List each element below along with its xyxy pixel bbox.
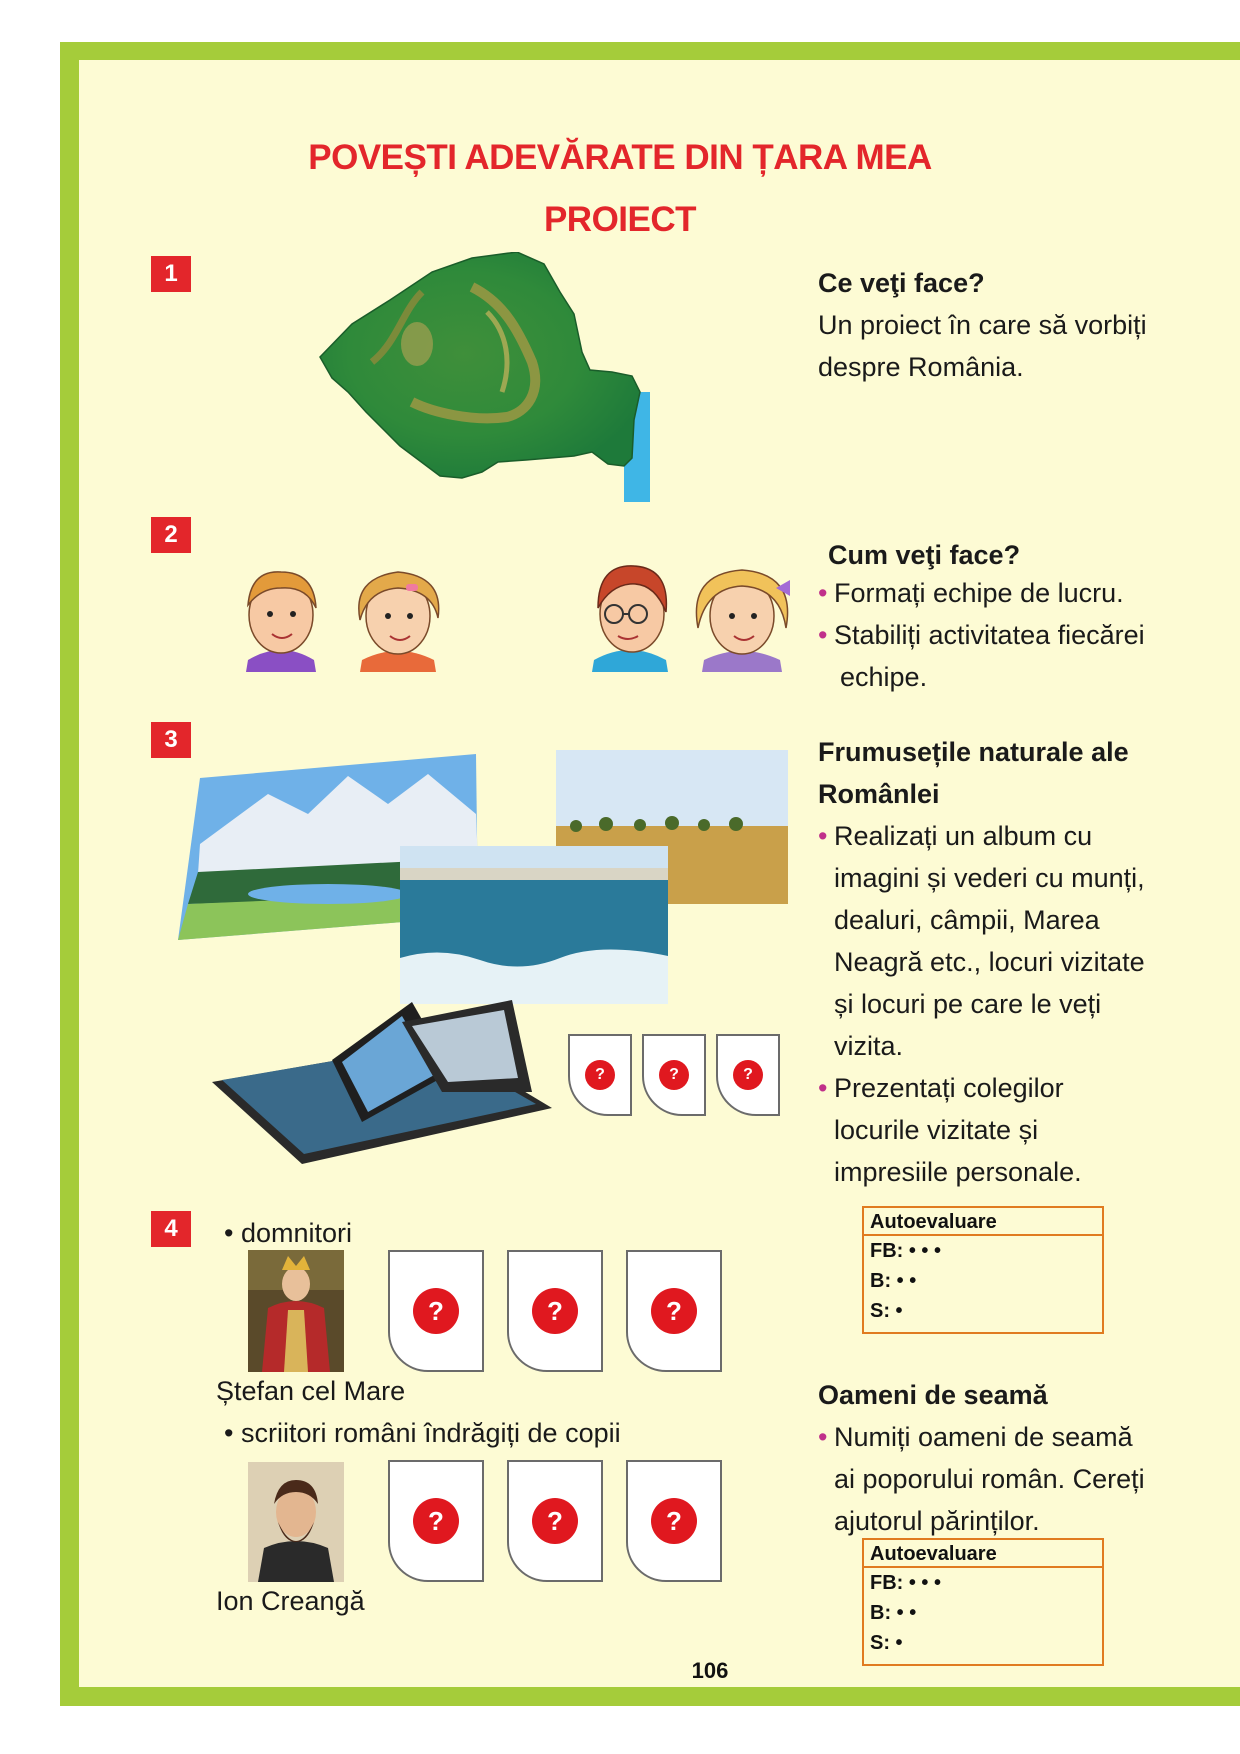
bullet-continuation: Neagră etc., locuri vizitate <box>834 947 1145 977</box>
section-3-text <box>818 731 1178 1193</box>
section-1-text <box>818 262 1178 388</box>
question-mark-icon: ? <box>532 1288 578 1334</box>
bullet-continuation: ajutorul părinților. <box>834 1506 1040 1536</box>
list-label-writers: • scriitori români îndrăgiți de copii <box>224 1418 621 1448</box>
section-1-line: despre România. <box>818 352 1024 382</box>
romania-relief-map-icon <box>312 252 672 508</box>
placeholder-card <box>388 1460 484 1582</box>
black-sea-photo <box>400 846 668 1004</box>
bullet-item: • Prezentați colegilor <box>818 1067 1178 1109</box>
bullet-continuation: dealuri, câmpii, Marea <box>834 905 1100 935</box>
autoevaluare-box <box>862 1206 1104 1334</box>
ion-creanga-portrait <box>248 1462 344 1582</box>
question-mark-icon: ? <box>733 1060 763 1090</box>
child-boy-face-icon <box>236 560 326 672</box>
placeholder-card <box>626 1250 722 1372</box>
section-4-text <box>818 1374 1178 1542</box>
question-mark-icon: ? <box>651 1288 697 1334</box>
question-mark-icon: ? <box>651 1498 697 1544</box>
placeholder-card <box>507 1460 603 1582</box>
caption-stefan-cel-mare: Ștefan cel Mare <box>216 1376 406 1406</box>
section-2-text <box>828 534 1168 576</box>
question-mark-icon: ? <box>413 1288 459 1334</box>
section-2-bullets <box>818 572 1178 698</box>
question-mark-icon: ? <box>413 1498 459 1544</box>
page-number: 106 <box>691 1658 729 1683</box>
child-boy-glasses-face-icon <box>584 556 676 672</box>
section-number-1: 1 <box>151 256 191 292</box>
bullet-item: • Stabiliți activitatea fiecărei <box>818 614 1178 656</box>
child-girl-face-icon <box>346 560 450 672</box>
section-1-heading: Ce veţi face? <box>818 268 985 298</box>
section-3-heading: Românlei <box>818 779 940 809</box>
question-mark-icon: ? <box>585 1060 615 1090</box>
section-4-heading: Oameni de seamă <box>818 1380 1048 1410</box>
autoevaluare-row: S: • <box>870 1632 903 1654</box>
bullet-continuation: ai poporului român. Cereți <box>834 1464 1145 1494</box>
section-1-line: Un proiect în care să vorbiți <box>818 310 1147 340</box>
page-subtitle: PROIECT <box>543 200 697 239</box>
bullet-item: • Realizați un album cu <box>818 815 1178 857</box>
bullet-item: • Numiți oameni de seamă <box>818 1416 1178 1458</box>
placeholder-card <box>388 1250 484 1372</box>
list-label-rulers: • domnitori <box>224 1218 352 1248</box>
bullet-continuation: imagini și vederi cu munți, <box>834 863 1145 893</box>
bullet-continuation: și locuri pe care le veți <box>834 989 1102 1019</box>
stefan-cel-mare-portrait <box>248 1250 344 1372</box>
section-number-3: 3 <box>151 722 191 758</box>
bullet-continuation: impresiile personale. <box>834 1157 1082 1187</box>
caption-ion-creanga: Ion Creangă <box>216 1586 365 1616</box>
autoevaluare-row: FB: • • • <box>870 1240 941 1262</box>
autoevaluare-title: Autoevaluare <box>864 1540 1102 1568</box>
photo-album-icon <box>212 982 552 1164</box>
bullet-continuation: vizita. <box>834 1031 904 1061</box>
child-girl-bow-face-icon <box>686 558 798 672</box>
placeholder-card <box>507 1250 603 1372</box>
autoevaluare-row: B: • • <box>870 1270 917 1292</box>
autoevaluare-title: Autoevaluare <box>864 1208 1102 1236</box>
autoevaluare-box <box>862 1538 1104 1666</box>
section-2-heading: Cum veţi face? <box>828 540 1021 570</box>
section-number-4: 4 <box>151 1211 191 1247</box>
question-mark-icon: ? <box>659 1060 689 1090</box>
bullet-continuation: echipe. <box>840 662 928 692</box>
bullet-item: • Formați echipe de lucru. <box>818 572 1178 614</box>
autoevaluare-row: S: • <box>870 1300 903 1322</box>
placeholder-card <box>626 1460 722 1582</box>
autoevaluare-row: FB: • • • <box>870 1572 941 1594</box>
section-number-2: 2 <box>151 517 191 553</box>
bullet-continuation: locurile vizitate și <box>834 1115 1039 1145</box>
page-title: POVEȘTI ADEVĂRATE DIN ȚARA MEA <box>308 138 932 177</box>
question-mark-icon: ? <box>532 1498 578 1544</box>
autoevaluare-row: B: • • <box>870 1602 917 1624</box>
section-3-heading: Frumusețile naturale ale <box>818 737 1129 767</box>
